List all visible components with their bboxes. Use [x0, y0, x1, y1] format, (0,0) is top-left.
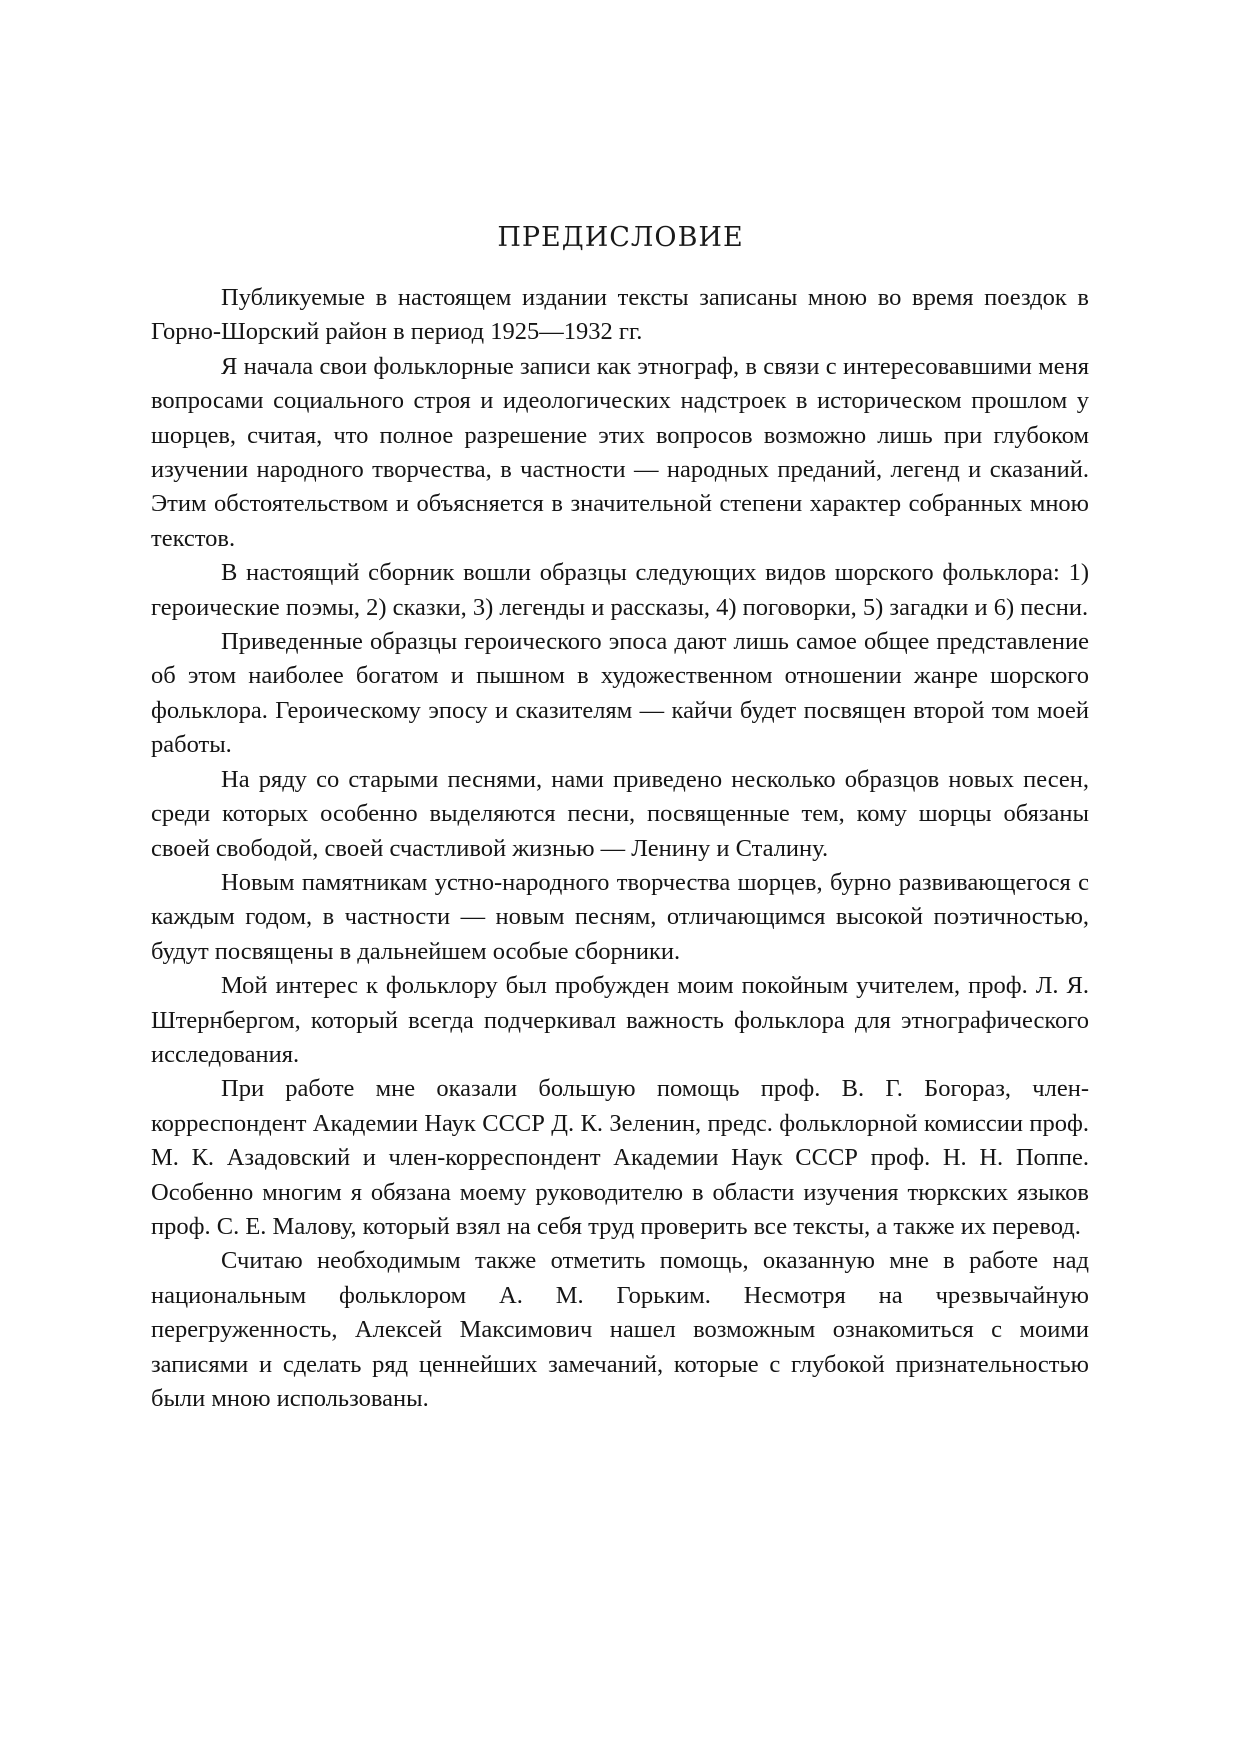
- page-title: ПРЕДИСЛОВИЕ: [497, 222, 744, 253]
- paragraph-4: Приведенные образцы героического эпоса дают лишь самое общее представление об этом наиболее богатом и пышном в художественном отношении жанре шорского фольклора. Героическому эпосу и сказителям — кайчи будет посвящен второй том моей работы.: [151, 628, 1089, 759]
- paragraph-3: В настоящий сборник вошли образцы следующих видов шорского фольклора: 1) героические поэмы, 2) сказки, 3) легенды и рассказы, 4) поговорки, 5) загадки и 6) песни.: [151, 559, 1089, 621]
- paragraph-6: Новым памятникам устно-народного творчества шорцев, бурно развивающегося с каждым годом, в частности — новым песням, отличающимся высокой поэтичностью, будут посвящены в дальнейшем особые сборники.: [151, 868, 1089, 965]
- paragraph-8: При работе мне оказали большую помощь проф. В. Г. Богораз, член-корреспондент Академии Наук СССР Д. К. Зеленин, предс. фольклорной комиссии проф. М. К. Азадовский и член-корреспондент Академии Наук СССР проф. Н. Н. Поппе. Особенно многим я обязана моему руководителю в области изучения тюркских языков проф. С. Е. Малову, который взял на себя труд проверить все тексты, а также их перевод.: [151, 1075, 1089, 1240]
- preface-body: [151, 281, 1089, 1416]
- paragraph-1: Публикуемые в настоящем издании тексты записаны мною во время поездок в Горно-Шорский район в период 1925—1932 гг.: [151, 284, 1089, 346]
- paragraph-9: Считаю необходимым также отметить помощь, оказанную мне в работе над национальным фольклором А. М. Горьким. Несмотря на чрезвычайную перегруженность, Алексей Максимович нашел возможным ознакомиться с моими записями и сделать ряд ценнейших замечаний, которые с глубокой признательностью были мною использованы.: [151, 1247, 1089, 1412]
- paragraph-7: Мой интерес к фольклору был пробужден моим покойным учителем, проф. Л. Я. Штернбергом, который всегда подчеркивал важность фольклора для этнографического исследования.: [151, 972, 1089, 1068]
- paragraph-2: Я начала свои фольклорные записи как этнограф, в связи с интересовавшими меня вопросами социального строя и идеологических надстроек в историческом прошлом у шорцев, считая, что полное разрешение этих вопросов возможно лишь при глубоком изучении народного творчества, в частности — народных преданий, легенд и сказаний. Этим обстоятельством и объясняется в значительной степени характер собранных мною текстов.: [151, 352, 1089, 552]
- paragraph-5: На ряду со старыми песнями, нами приведено несколько образцов новых песен, среди которых особенно выделяются песни, посвященные тем, кому шорцы обязаны своей свободой, своей счастливой жизнью — Ленину и Сталину.: [151, 765, 1089, 862]
